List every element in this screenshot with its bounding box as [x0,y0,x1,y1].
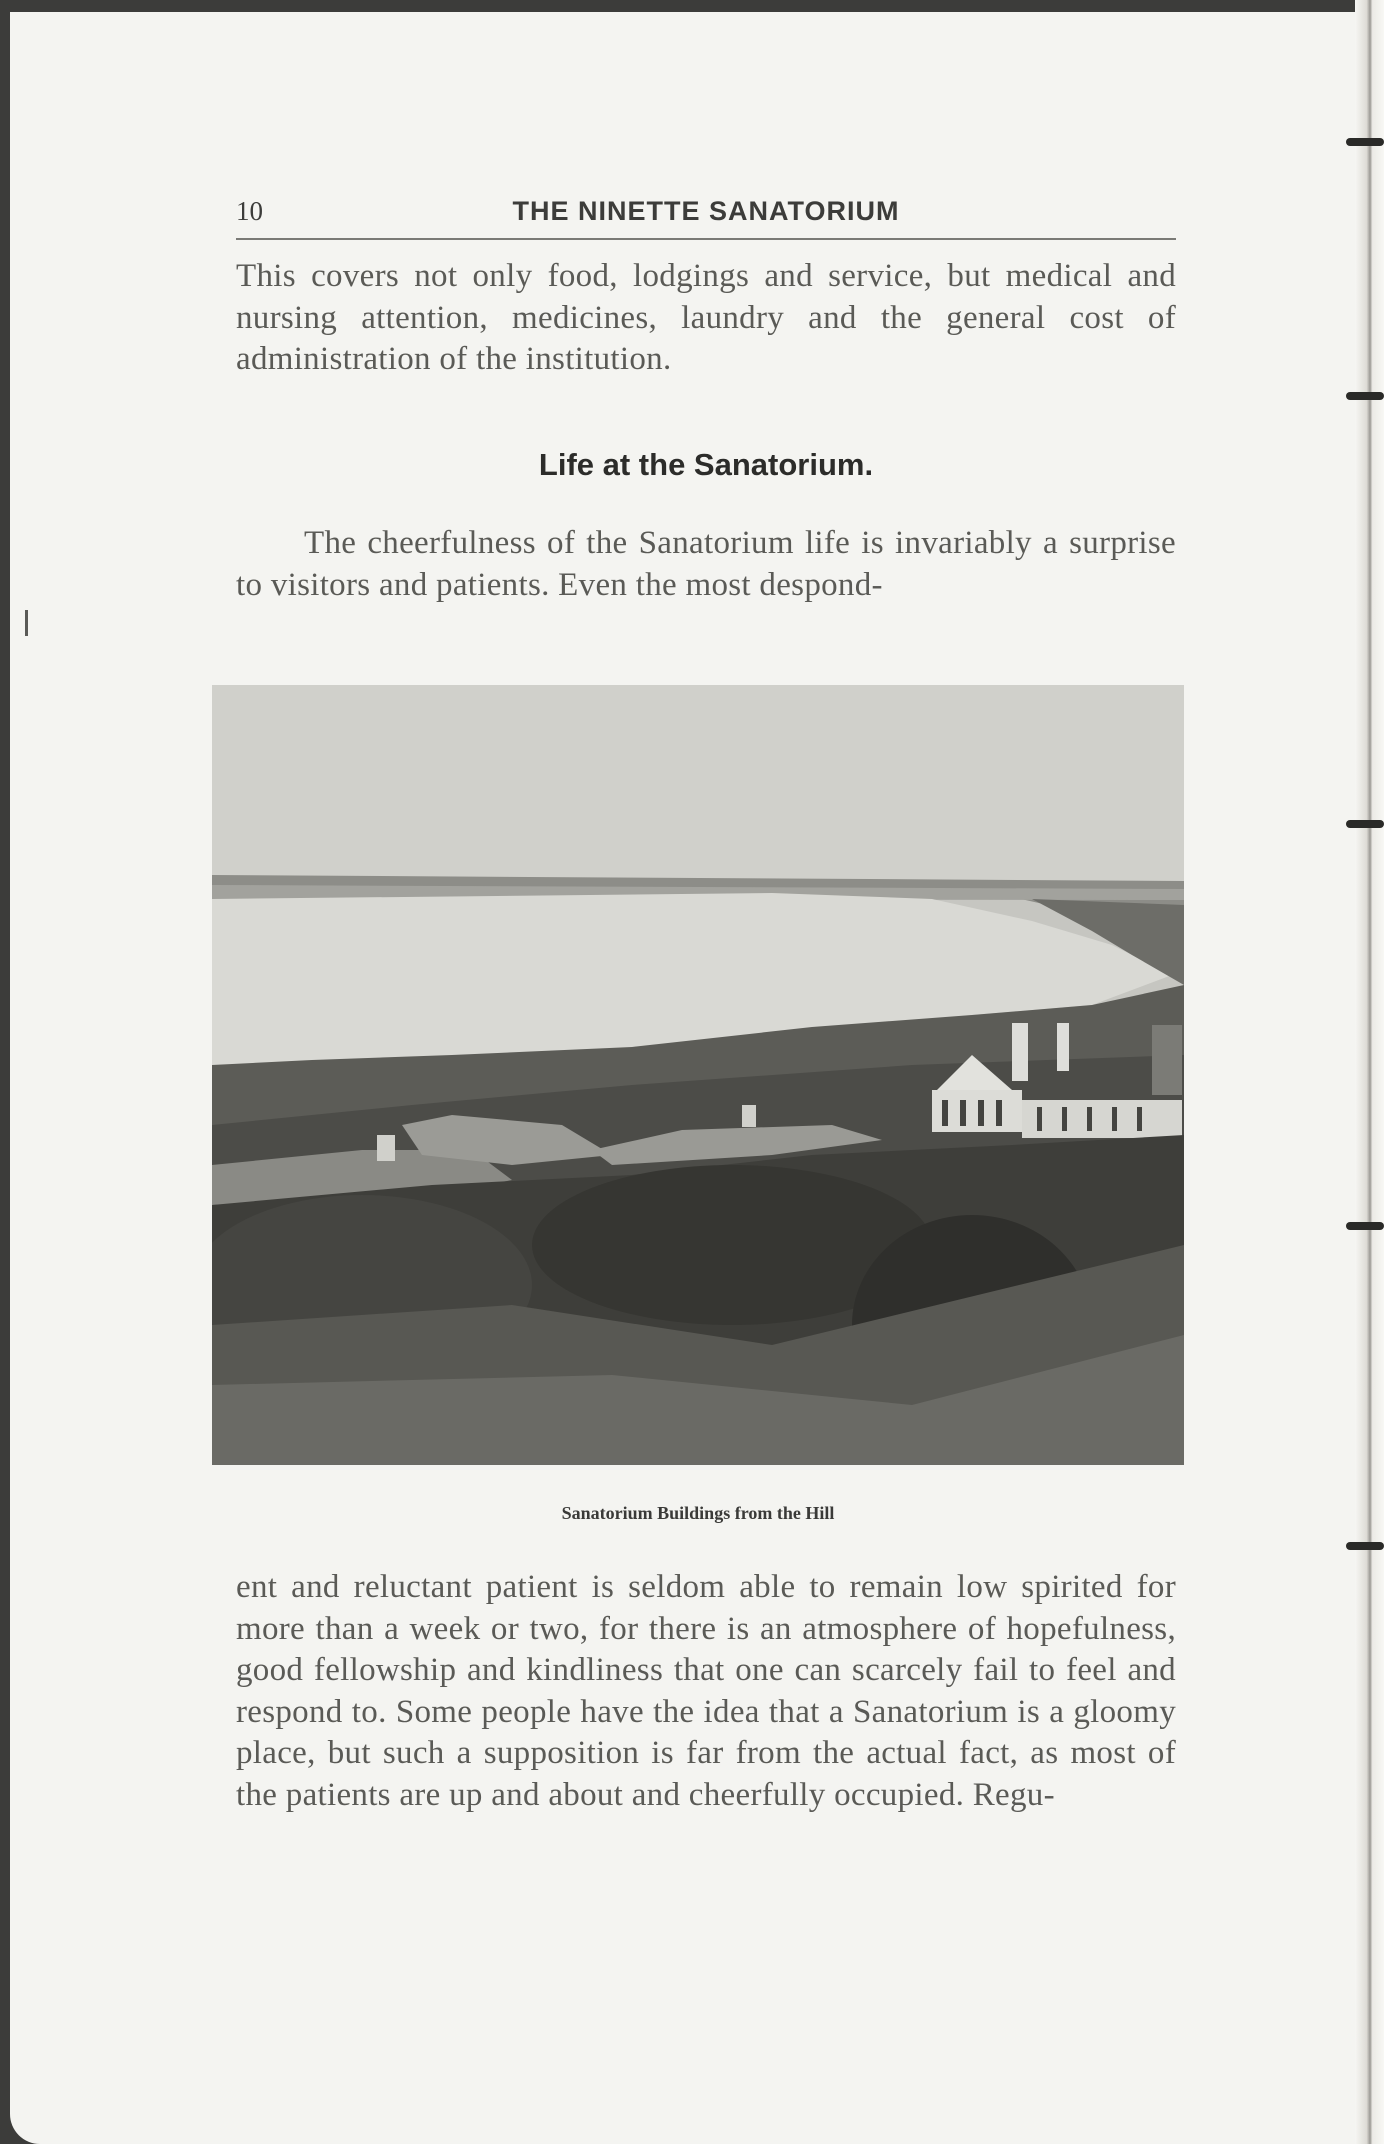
binding-stitch [1346,1222,1384,1230]
running-head [236,194,1176,240]
binding-stitch [1346,138,1384,146]
binding-stitch [1346,1542,1384,1550]
book-binding [1355,0,1384,2144]
paragraph-1: This covers not only food, lodgings and service, but medical and nursing attention, medicines, laundry and the general cost of administration of the institution. [236,258,1176,377]
photo-caption: Sanatorium Buildings from the Hill [561,1503,835,1523]
page-number: 10 [236,196,263,226]
binding-stitch [1346,820,1384,828]
section-heading: Life at the Sanatorium. [538,447,874,482]
sanatorium-photo [212,685,1184,1465]
binding-stitch [1346,392,1384,400]
page-mark [25,610,28,636]
paragraph-2: The cheerfulness of the Sanatorium life is invariably a surprise to visitors and patients. Even the most despond- [236,525,1176,603]
running-head-title: THE NINETTE SANATORIUM [512,196,900,226]
paragraph-3: ent and reluctant patient is seldom able to remain low spirited for more than a week or two, for there is an atmosphere of hopefulness, good fellowship and kindliness that one can scarcely fail to feel and respond to. Some people have the idea that a Sanatorium is a gloomy place, but such a supposition is far from the actual fact, as most of the patients are up and about and cheerfully occupied. Regu- [236,1569,1176,1813]
